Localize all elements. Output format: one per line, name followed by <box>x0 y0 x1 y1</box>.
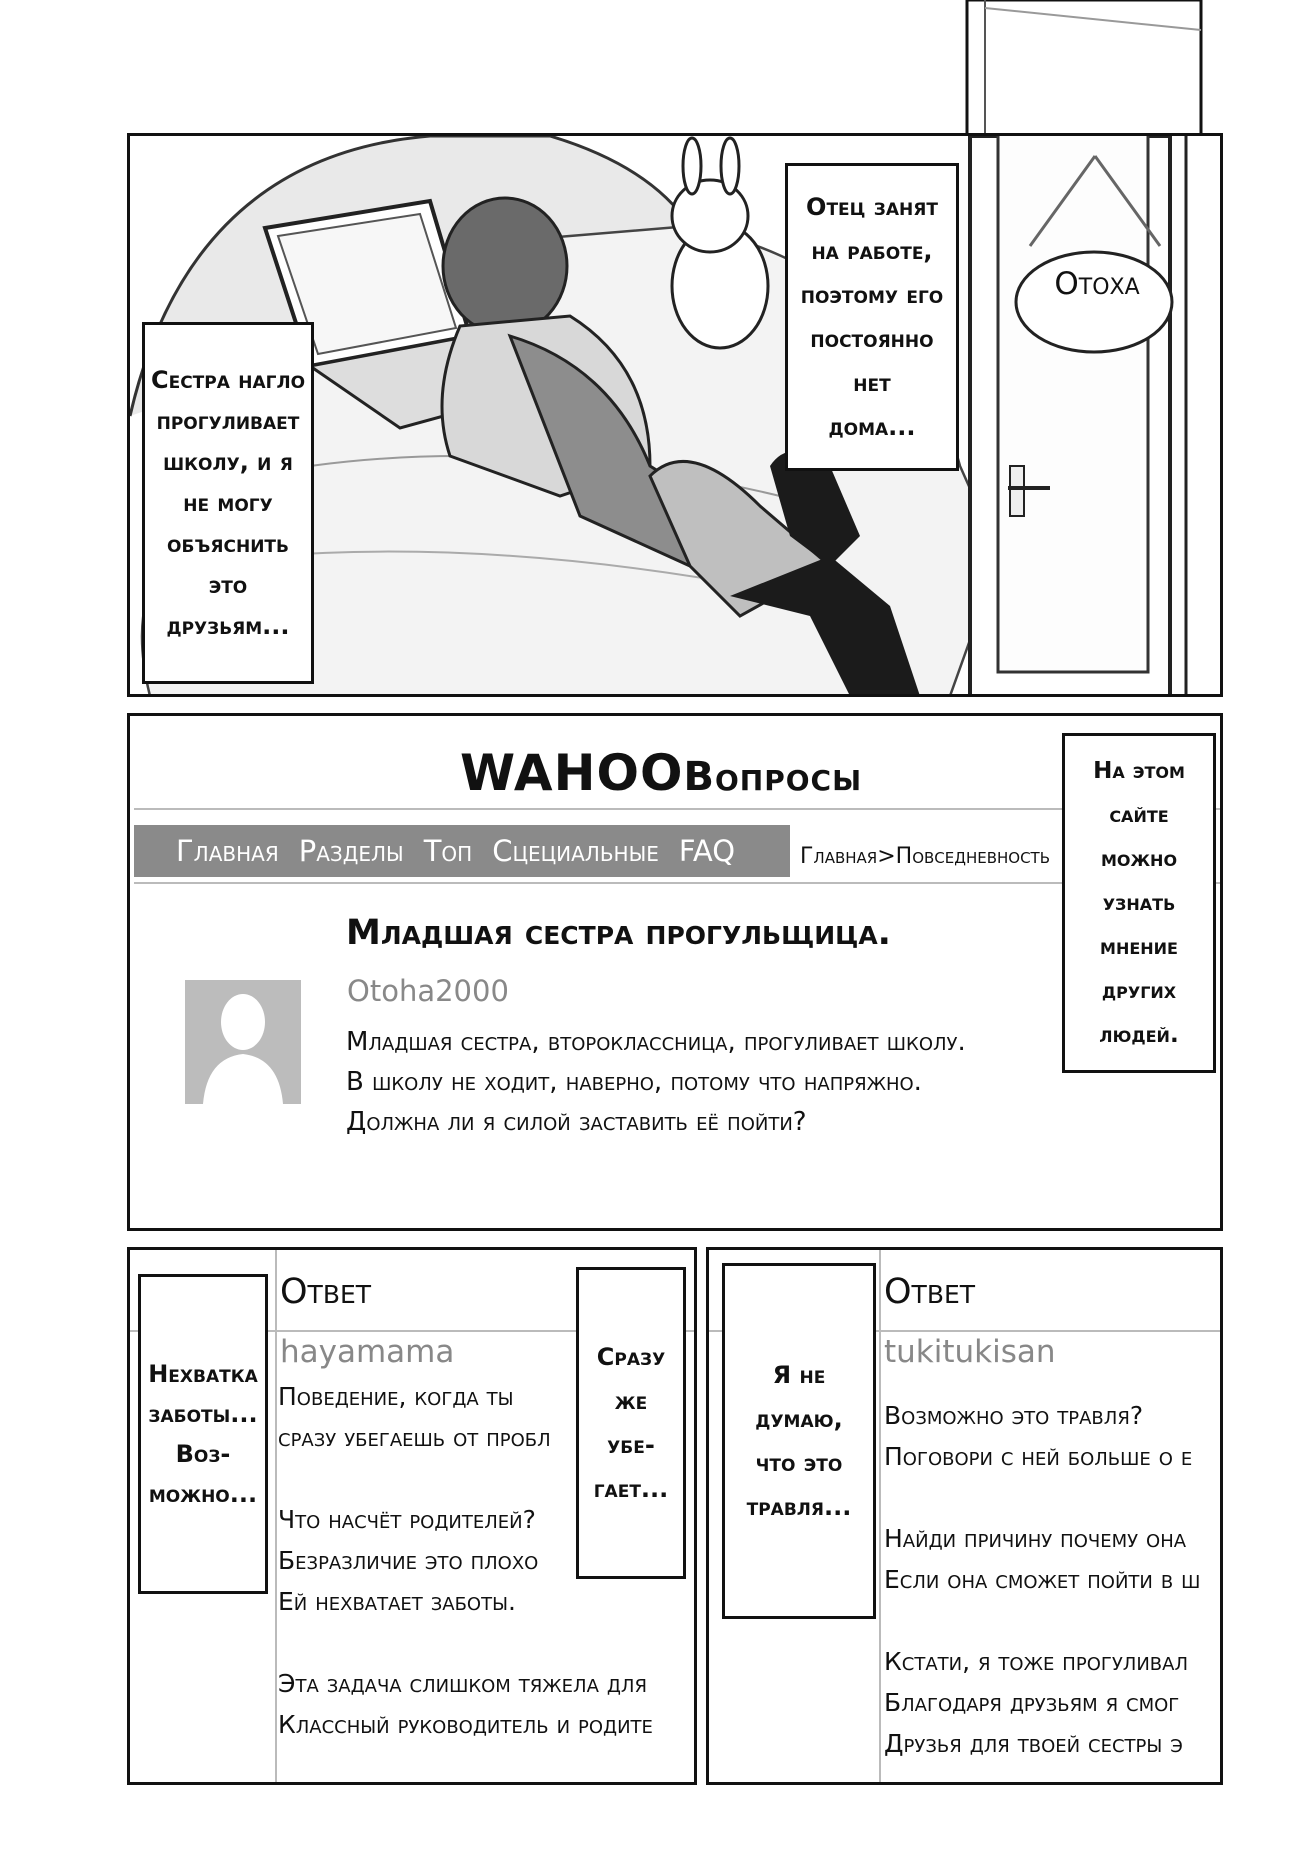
caption-line: Сестра нагло <box>150 365 306 394</box>
site-title-main: WAHOO <box>460 744 684 802</box>
nav-item-special[interactable]: Сцециальные <box>492 834 659 868</box>
answer-line: сразу убегаешь от пробл <box>278 1423 551 1452</box>
caption-runs-away <box>576 1267 686 1579</box>
divider <box>134 882 1222 884</box>
caption-line: На этом <box>1093 758 1185 784</box>
panel-answer-right <box>706 1247 1223 1785</box>
answer-username[interactable]: tukitukisan <box>884 1334 1056 1370</box>
caption-line: можно <box>1100 846 1178 872</box>
avatar <box>185 980 301 1104</box>
answer-line <box>884 1477 1200 1518</box>
caption-line: Отец занят <box>806 193 938 221</box>
caption-line: узнать <box>1102 890 1176 916</box>
answer-line: Друзья для твоей сестры э <box>884 1729 1183 1758</box>
caption-line: что это <box>755 1449 843 1477</box>
panel-answer-left <box>127 1247 697 1785</box>
caption-line: на работе, <box>811 237 933 265</box>
caption-neglect <box>138 1274 268 1594</box>
nav-item-top[interactable]: Топ <box>423 834 473 868</box>
question-body <box>346 1022 966 1142</box>
answer-line: Поговори с ней больше о е <box>884 1442 1193 1471</box>
answer-heading: Ответ <box>280 1272 372 1312</box>
site-nav <box>134 825 790 877</box>
caption-line: заботы... <box>148 1400 258 1428</box>
caption-line: же <box>614 1387 648 1415</box>
site-title-sub: Вопросы <box>683 754 863 800</box>
breadcrumb[interactable]: Главная>Повседневность <box>800 844 1051 869</box>
answer-line: Классный руководитель и родите <box>278 1710 653 1739</box>
question-line: Должна ли я силой заставить её пойти? <box>346 1107 807 1137</box>
caption-line: убе- <box>607 1431 655 1459</box>
caption-line: прогуливает <box>156 406 300 435</box>
question-title: Младшая сестра прогульщица. <box>346 913 891 953</box>
answer-username[interactable]: hayamama <box>280 1334 455 1370</box>
nav-item-home[interactable]: Главная <box>176 834 279 868</box>
caption-line: поэтому его <box>800 281 944 309</box>
caption-line: Воз- <box>175 1440 231 1468</box>
answer-heading: Ответ <box>884 1272 976 1312</box>
answer-line <box>884 1600 1200 1641</box>
answer-line: Что насчёт родителей? <box>278 1505 536 1534</box>
question-line: В школу не ходит, наверно, потому что напряжно. <box>346 1067 922 1097</box>
answer-line: Благодаря друзьям я смог <box>884 1688 1180 1717</box>
caption-sister <box>142 322 314 684</box>
answer-body <box>884 1395 1200 1764</box>
divider <box>134 808 1222 810</box>
question-line: Младшая сестра, второклассница, прогуливает школу. <box>346 1027 966 1057</box>
caption-line: Нехватка <box>148 1360 258 1388</box>
caption-line: людей. <box>1099 1022 1179 1048</box>
panel-bedroom <box>127 133 1223 697</box>
caption-line: мнение <box>1100 934 1178 960</box>
door-frame-top <box>965 0 1205 140</box>
caption-line: нет <box>853 369 891 397</box>
caption-line: гает... <box>593 1475 669 1503</box>
caption-line: это <box>208 570 248 599</box>
caption-line: дома... <box>828 413 916 441</box>
answer-line: Безразличие это плохо <box>278 1546 539 1575</box>
caption-line: школу, и я <box>163 447 293 476</box>
caption-line: не могу <box>183 488 273 517</box>
caption-line: постоянно <box>810 325 934 353</box>
site-title <box>460 744 862 802</box>
caption-line: объяснить <box>167 529 289 558</box>
caption-line: других <box>1101 978 1177 1004</box>
asker-username[interactable]: Otoha2000 <box>347 974 509 1008</box>
nav-item-faq[interactable]: FAQ <box>678 834 736 868</box>
answer-line: Поведение, когда ты <box>278 1382 514 1411</box>
answer-line <box>278 1622 653 1663</box>
answer-line: Найди причину почему она <box>884 1524 1187 1553</box>
caption-site <box>1062 733 1216 1073</box>
nav-item-sections[interactable]: Разделы <box>298 834 404 868</box>
answer-line: Ей нехватает заботы. <box>278 1587 516 1616</box>
caption-line: друзьям... <box>166 611 290 640</box>
caption-line: сайте <box>1109 802 1169 828</box>
answer-line: Кстати, я тоже прогуливал <box>884 1647 1189 1676</box>
answer-line: Эта задача слишком тяжела для <box>278 1669 647 1698</box>
caption-line: Сразу <box>596 1343 666 1371</box>
girl-head <box>443 198 567 334</box>
caption-line: можно... <box>148 1480 258 1508</box>
caption-line: травля... <box>746 1493 852 1521</box>
answer-line: Возможно это травля? <box>884 1401 1144 1430</box>
door-handle <box>1010 466 1024 516</box>
door-sign-text: Отоха <box>1054 266 1140 302</box>
caption-father <box>785 163 959 471</box>
caption-bullying <box>722 1263 876 1619</box>
panel-qa-website <box>127 713 1223 1231</box>
caption-line: Я не <box>772 1361 826 1389</box>
answer-line: Если она сможет пойти в ш <box>884 1565 1201 1594</box>
caption-line: думаю, <box>755 1405 843 1433</box>
